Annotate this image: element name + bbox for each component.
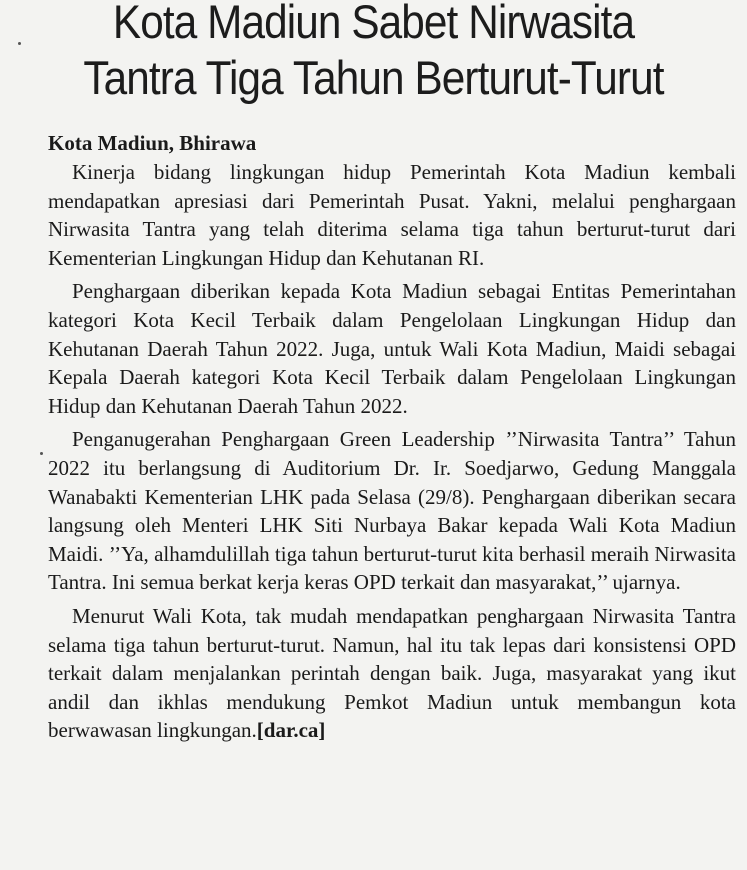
paragraph-4 (48, 602, 736, 745)
print-speck (18, 42, 21, 45)
author-credit: [dar.ca] (256, 718, 326, 743)
headline (37, 0, 709, 106)
headline-line-1: Kota Madiun Sabet Nirwasita (112, 0, 635, 48)
paragraph-3: Penganugerahan Penghargaan Green Leadership ’’Nirwasita Tantra’’ Tahun 2022 itu berlangsung di Auditorium Dr. Ir. Soedjarwo, Gedung Manggala Wanabakti Kementerian LHK pada Selasa (29/8). Penghargaan diberikan secara langsung oleh Menteri LHK Siti Nurbaya Bakar kepada Wali Kota Madiun Maidi. ’’Ya, alhamdulillah tiga tahun berturut-turut kita berhasil meraih Nirwasita Tantra. Ini semua berkat kerja keras OPD terkait dan masyarakat,’’ ujarnya. (48, 427, 736, 595)
paragraph-4-text: Menurut Wali Kota, tak mudah mendapatkan penghargaan Nirwasita Tantra selama tiga tahun berturut-turut. Namun, hal itu tak lepas dari konsistensi OPD terkait dalam menjalankan perintah dengan baik. Juga, masyarakat yang ikut andil dan ikhlas mendukung Pemkot Madiun untuk membangun kota berwawasan lingkungan. (48, 603, 736, 743)
headline-line-2: Tantra Tiga Tahun Berturut-Turut (83, 51, 664, 104)
print-speck (40, 452, 43, 455)
paragraph-2: Penghargaan diberikan kepada Kota Madiun sebagai Entitas Pemerintahan kategori Kota Kecil Terbaik dalam Pengelolaan Lingkungan Hidup dan Kehutanan Daerah Tahun 2022. Juga, untuk Wali Kota Madiun, Maidi sebagai Kepala Daerah kategori Kota Kecil Terbaik dalam Pengelolaan Lingkungan Hidup dan Kehutanan Daerah Tahun 2022. (48, 279, 736, 418)
article-body (48, 158, 736, 750)
paragraph-1: Kinerja bidang lingkungan hidup Pemerintah Kota Madiun kembali mendapatkan apresiasi dari Pemerintah Pusat. Yakni, melalui penghargaan Nirwasita Tantra yang telah diterima selama tiga tahun berturut-turut dari Kementerian Lingkungan Hidup dan Kehutanan RI. (48, 160, 736, 270)
dateline: Kota Madiun, Bhirawa (48, 131, 257, 155)
